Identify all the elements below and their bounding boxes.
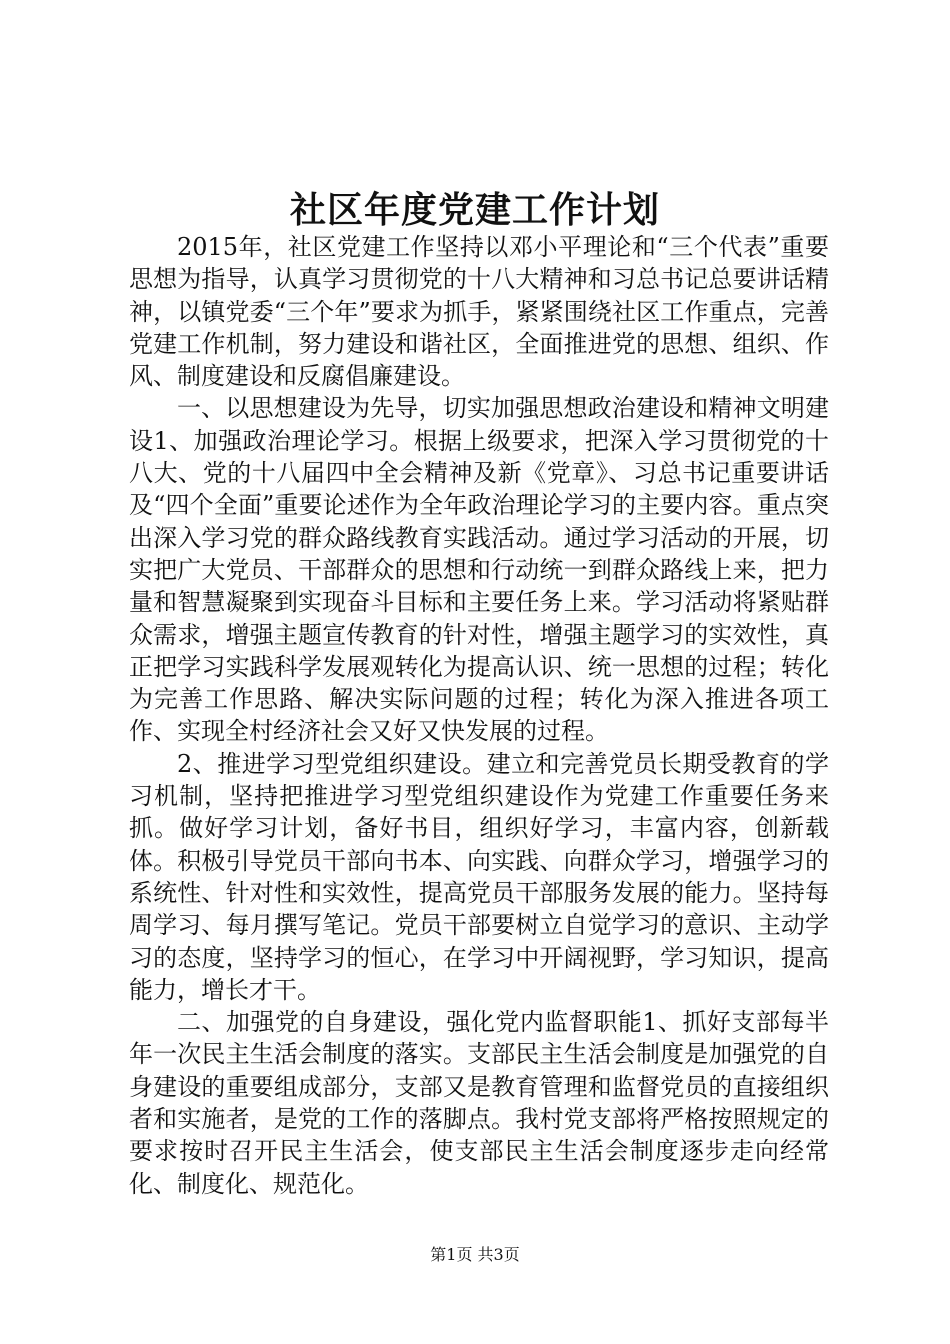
page-number-footer: 第1页 共3页 [430, 1245, 520, 1264]
paragraph-section-one-item-two: 2、推进学习型党组织建设。建立和完善党员长期受教育的学习机制，坚持把推进学习型党组织建设作为党建工作重要任务来抓。做好学习计划，备好书目，组织好学习，丰富内容，创新载体。积极引导党员干部向书本、向实践、向群众学习，增强学习的系统性、针对性和实效性，提高党员干部服务发展的能力。坚持每周学习、每月撰写笔记。党员干部要树立自觉学习的意识、主动学习的态度，坚持学习的恒心，在学习中开阔视野，学习知识，提高能力，增长才干。 [129, 749, 829, 1004]
document-title: 社区年度党建工作计划 [289, 189, 660, 231]
document-body [129, 231, 829, 1200]
paragraph-section-two: 二、加强党的自身建设，强化党内监督职能1、抓好支部每半年一次民主生活会制度的落实。支部民主生活会制度是加强党的自身建设的重要组成部分，支部又是教育管理和监督党员的直接组织者和实施者，是党的工作的落脚点。我村党支部将严格按照规定的要求按时召开民主生活会，使支部民主生活会制度逐步走向经常化、制度化、规范化。 [129, 1008, 829, 1198]
paragraph-section-one: 一、以思想建设为先导，切实加强思想政治建设和精神文明建设1、加强政治理论学习。根据上级要求，把深入学习贯彻党的十八大、党的十八届四中全会精神及新《党章》、习总书记重要讲话及“四个全面”重要论述作为全年政治理论学习的主要内容。重点突出深入学习党的群众路线教育实践活动。通过学习活动的开展，切实把广大党员、干部群众的思想和行动统一到群众路线上来，把力量和智慧凝聚到实现奋斗目标和主要任务上来。学习活动将紧贴群众需求，增强主题宣传教育的针对性，增强主题学习的实效性，真正把学习实践科学发展观转化为提高认识、统一思想的过程；转化为完善工作思路、解决实际问题的过程；转化为深入推进各项工作、实现全村经济社会又好又快发展的过程。 [129, 394, 829, 746]
paragraph-intro: 2015年，社区党建工作坚持以邓小平理论和“三个代表”重要思想为指导，认真学习贯彻党的十八大精神和习总书记总要讲话精神，以镇党委“三个年”要求为抓手，紧紧围绕社区工作重点，完善党建工作机制，努力建设和谐社区，全面推进党的思想、组织、作风、制度建设和反腐倡廉建设。 [129, 233, 829, 391]
